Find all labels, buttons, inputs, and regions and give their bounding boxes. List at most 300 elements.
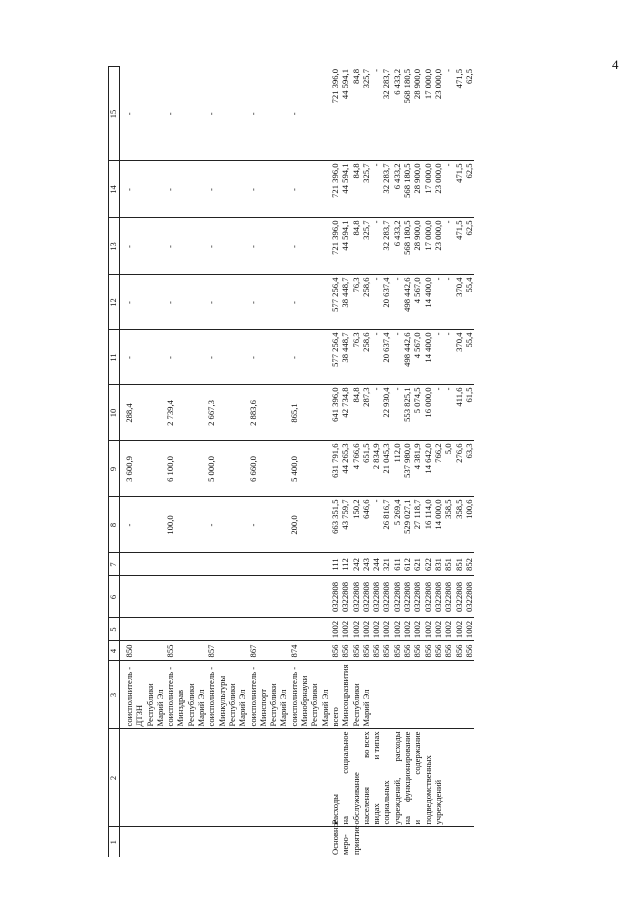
description-left: Расходы (329, 794, 340, 825)
values-c8-line: 358,5 (443, 499, 454, 519)
values-c8-line: 14 000,0 (432, 499, 443, 530)
column-header-5: 5 (109, 618, 120, 641)
values-c13-line: 32 283,7 (381, 220, 392, 251)
executor-row (248, 67, 289, 857)
values-c15-line: - (371, 69, 382, 72)
cell-c9: 3 600,9 (124, 441, 165, 497)
main-event-executor-line: Минсоцразвития (340, 664, 351, 727)
executor-name-line: соисполнитель - (124, 666, 134, 727)
description-left: подведомственных (422, 755, 433, 825)
executor-name (165, 661, 206, 729)
values-c5-line: 1002 (443, 620, 454, 639)
cell-c13: - (289, 218, 330, 275)
cell-c1 (165, 827, 206, 857)
values-c8-line: 663 351,5 (329, 499, 340, 534)
cell-c6 (124, 576, 165, 618)
cell-c2 (289, 729, 330, 827)
cell-c7 (248, 553, 289, 576)
values-c5-line: 1002 (329, 620, 340, 639)
values-c15-line: - (443, 69, 454, 72)
values-c5-line: 1002 (432, 620, 443, 639)
values-c14-line: 23 000,0 (432, 163, 443, 194)
cell-c7 (206, 553, 247, 576)
cell-c14: - (206, 161, 247, 218)
values-c13-line: 471,5 (453, 220, 464, 240)
cell-c14: - (248, 161, 289, 218)
values-c8-line: 26 816,7 (381, 499, 392, 530)
values-c14-line: 28 900,0 (412, 163, 423, 194)
values-c11-line: - (432, 332, 443, 336)
values-c8-line: 43 759,7 (340, 499, 351, 530)
values-c5-line: 1002 (381, 620, 392, 639)
values-c11-line: 38 448,7 (340, 332, 351, 363)
values-c14-line: - (371, 163, 382, 167)
cell-c9: 6 660,0 (248, 441, 289, 497)
description-left: учреждений (432, 779, 443, 825)
executor-row (289, 67, 330, 857)
values-c11-line: 370,4 (453, 332, 464, 352)
description-line (330, 732, 340, 825)
description-line (433, 732, 443, 825)
values-c7-line: 111 (329, 558, 340, 571)
column-header-12: 12 (109, 275, 120, 330)
cell-c1 (289, 827, 330, 857)
cell-c12: - (165, 275, 206, 330)
values-c9-line: 112,0 (391, 443, 402, 463)
values-c13-line: 325,7 (360, 220, 371, 240)
main-event-label-line: Основное (329, 819, 340, 855)
description-left: населения (360, 787, 371, 825)
cell-c7 (165, 553, 206, 576)
values-c9-line: 14 642,0 (422, 443, 433, 474)
values-c5 (330, 618, 474, 641)
executor-name-line: Марий Эл (154, 689, 165, 727)
values-c7-line: 244 (371, 558, 382, 571)
values-c14-line: 471,5 (453, 163, 464, 183)
values-c8-line: 358,5 (453, 499, 464, 519)
cell-c2 (165, 729, 206, 827)
values-c11-line: 258,6 (360, 332, 371, 352)
values-c15-line: 17 000,0 (422, 69, 433, 100)
values-c9-line: 537 980,0 (402, 443, 413, 478)
cell-c5 (165, 618, 206, 641)
values-c10-line: 22 930,4 (381, 387, 392, 418)
cell-c12: - (124, 275, 165, 330)
cell-c15: - (248, 67, 289, 161)
values-c10-line: 42 734,8 (340, 387, 351, 418)
values-c10-line: - (391, 387, 402, 391)
values-c4-line: 856 (422, 644, 433, 658)
values-c5-line: 1002 (463, 620, 474, 639)
values-c6-line: 0322808 (432, 581, 443, 613)
cell-c12: - (289, 275, 330, 330)
values-c7-line: 851 (453, 558, 464, 571)
cell-c14: - (289, 161, 330, 218)
values-c6-line: 0322808 (453, 581, 464, 613)
description-line (412, 732, 422, 825)
values-c12-line: 258,6 (360, 277, 371, 297)
values-c13-line: 568 180,5 (402, 220, 413, 255)
cell-c5 (289, 618, 330, 641)
executor-name (248, 661, 289, 729)
values-c15 (330, 67, 474, 161)
column-header-15: 15 (109, 67, 120, 161)
description-line (351, 732, 361, 825)
values-c14-line: - (443, 163, 454, 167)
values-c8 (330, 497, 474, 553)
column-header-13: 13 (109, 218, 120, 275)
values-c4-line: 856 (391, 644, 402, 658)
values-c7-line: 851 (443, 558, 454, 571)
values-c4-line: 856 (350, 644, 361, 658)
cell-c1 (248, 827, 289, 857)
cell-c11: - (206, 330, 247, 385)
cell-c4: 850 (124, 641, 165, 661)
values-c14-line: 325,7 (360, 163, 371, 183)
values-c10-line: 287,3 (360, 387, 371, 407)
values-c4 (330, 641, 474, 661)
cell-c8: - (206, 497, 247, 553)
cell-c1 (206, 827, 247, 857)
values-c11-line: - (443, 332, 454, 336)
values-c13-line: 23 000,0 (432, 220, 443, 251)
values-c14-line: 84,8 (350, 163, 361, 179)
description-line (392, 732, 402, 825)
executor-name-line: Марий Эл (196, 689, 207, 727)
values-c13-line: 17 000,0 (422, 220, 433, 251)
cell-c13: - (206, 218, 247, 275)
values-c10 (330, 385, 474, 441)
executor-name (289, 661, 330, 729)
values-c14-line: 568 180,5 (402, 163, 413, 198)
values-c9-line: 631 791,6 (329, 443, 340, 478)
values-c5-line: 1002 (371, 620, 382, 639)
main-event-row (330, 67, 474, 857)
values-c11-line: 76,3 (350, 332, 361, 348)
description-line (402, 732, 412, 825)
values-c15-line: 568 180,5 (402, 69, 413, 104)
values-c6-line: 0322808 (350, 581, 361, 613)
values-c12-line: 20 637,4 (381, 277, 392, 308)
executor-name-line: соисполнитель - (206, 666, 217, 727)
values-c15-line: 23 000,0 (432, 69, 443, 100)
values-c12-line: - (443, 277, 454, 281)
values-c9-line: 276,6 (453, 443, 464, 463)
values-c7-line: 611 (391, 558, 402, 571)
values-c6-line: 0322808 (422, 581, 433, 613)
values-c7-line: 621 (412, 558, 423, 571)
values-c12-line: - (391, 277, 402, 281)
cell-c4: 857 (206, 641, 247, 661)
values-c10-line: 61,5 (463, 387, 474, 403)
values-c6-line: 0322808 (381, 581, 392, 613)
description-right: функционирование (402, 731, 413, 802)
values-c9-line: 63,3 (463, 443, 474, 459)
column-header-2: 2 (109, 729, 120, 827)
values-c14-line: 6 433,2 (391, 163, 402, 190)
cell-c9: 5 400,0 (289, 441, 330, 497)
description-left: обслуживание (350, 772, 361, 825)
cell-c14: - (165, 161, 206, 218)
executor-name-line: Республики (144, 683, 155, 727)
cell-c7 (289, 553, 330, 576)
values-c5-line: 1002 (350, 620, 361, 639)
cell-c13: - (124, 218, 165, 275)
executor-name-line: Марий Эл (319, 689, 330, 727)
values-c9-line: 44 265,3 (340, 443, 351, 474)
values-c12-line: 14 400,0 (422, 277, 433, 308)
values-c14-line: 62,5 (463, 163, 474, 179)
values-c4-line: 856 (463, 644, 474, 658)
values-c11-line: - (391, 332, 402, 336)
cell-c6 (248, 576, 289, 618)
values-c8-line: 646,6 (360, 499, 371, 519)
main-event-executor-line: Республики (350, 683, 361, 727)
executor-row (165, 67, 206, 857)
values-c14-line: 32 283,7 (381, 163, 392, 194)
description-right: социальное (340, 731, 351, 774)
values-c13-line: 84,8 (350, 220, 361, 236)
values-c4-line: 856 (453, 644, 464, 658)
values-c14-line: 721 396,0 (329, 163, 340, 198)
executor-row (124, 67, 165, 857)
budget-table (108, 67, 474, 858)
description-line (381, 732, 391, 825)
cell-c5 (248, 618, 289, 641)
executor-name-line: соисполнитель - (288, 666, 299, 727)
cell-c6 (289, 576, 330, 618)
executor-name-line: соисполнитель - (165, 666, 176, 727)
values-c7-line: 612 (402, 558, 413, 571)
values-c11-line: 55,4 (463, 332, 474, 348)
values-c6 (330, 576, 474, 618)
values-c5-line: 1002 (360, 620, 371, 639)
values-c15-line: 62,5 (463, 69, 474, 85)
cell-c12: - (248, 275, 289, 330)
values-c9-line: 4 381,9 (412, 443, 423, 470)
column-header-11: 11 (109, 330, 120, 385)
description-right: расходы (391, 731, 402, 762)
main-event-executor-line: Марий Эл (360, 689, 371, 727)
description-right: содержание (412, 731, 423, 775)
values-c14-line: 44 594,1 (340, 163, 351, 194)
values-c14-line: 17 000,0 (422, 163, 433, 194)
values-c6-line: 0322808 (360, 581, 371, 613)
cell-c15: - (124, 67, 165, 161)
column-header-8: 8 (109, 497, 120, 553)
values-c5-line: 1002 (402, 620, 413, 639)
values-c15-line: 471,5 (453, 69, 464, 89)
values-c15-line: 721 396,0 (329, 69, 340, 104)
values-c4-line: 856 (443, 644, 454, 658)
description-left: на (340, 816, 351, 825)
values-c5-line: 1002 (453, 620, 464, 639)
executor-row (206, 67, 247, 857)
header-row (109, 67, 120, 857)
values-c12-line: 498 442,6 (402, 277, 413, 312)
executor-name (124, 661, 165, 729)
values-c12-line: - (371, 277, 382, 281)
values-c10-line: 641 396,0 (329, 387, 340, 422)
values-c8-line: - (371, 499, 382, 503)
values-c4-line: 856 (381, 644, 392, 658)
values-c13-line: 721 396,0 (329, 220, 340, 255)
values-c12 (330, 275, 474, 330)
values-c6-line: 0322808 (391, 581, 402, 613)
values-c11-line: - (371, 332, 382, 336)
values-c10-line: - (371, 387, 382, 391)
cell-c12: - (206, 275, 247, 330)
cell-c8: 200,0 (289, 497, 330, 553)
cell-c5 (124, 618, 165, 641)
values-c7-line: 242 (350, 558, 361, 571)
values-c13-line: 6 433,2 (391, 220, 402, 247)
cell-c5 (206, 618, 247, 641)
values-c6-line: 0322808 (463, 581, 474, 613)
column-header-9: 9 (109, 441, 120, 497)
cell-c8: - (124, 497, 165, 553)
values-c5-line: 1002 (340, 620, 351, 639)
description-left: видах (371, 803, 382, 825)
values-c5-line: 1002 (422, 620, 433, 639)
values-c12-line: 38 448,7 (340, 277, 351, 308)
cell-c11: - (248, 330, 289, 385)
values-c12-line: 577 256,4 (329, 277, 340, 312)
executor-name-line: Республики (226, 683, 237, 727)
executor-name-line: Минобрнауки (299, 675, 310, 727)
values-c11-line: 4 567,0 (412, 332, 423, 359)
values-c6-line: 0322808 (329, 581, 340, 613)
values-c13 (330, 218, 474, 275)
values-c12-line: 76,3 (350, 277, 361, 293)
executor-name-line: Минспорт (257, 689, 268, 727)
column-header-7: 7 (109, 553, 120, 576)
cell-c13: - (165, 218, 206, 275)
cell-c2 (124, 729, 165, 827)
main-event-description (330, 729, 474, 827)
values-c4-line: 856 (329, 644, 340, 658)
values-c11-line: 14 400,0 (422, 332, 433, 363)
values-c14 (330, 161, 474, 218)
page-number: 4 (612, 57, 619, 72)
values-c9-line: 766,2 (432, 443, 443, 463)
description-right: и типах (371, 731, 382, 760)
values-c11 (330, 330, 474, 385)
main-event-executor-line: всего (329, 707, 340, 727)
cell-c11: - (124, 330, 165, 385)
values-c6-line: 0322808 (402, 581, 413, 613)
rotated-table-container (108, 67, 526, 857)
values-c4-line: 856 (360, 644, 371, 658)
column-header-6: 6 (109, 576, 120, 618)
values-c13-line: - (371, 220, 382, 224)
main-event-executor (330, 661, 474, 729)
column-header-3: 3 (109, 661, 120, 729)
values-c6-line: 0322808 (371, 581, 382, 613)
values-c4-line: 856 (371, 644, 382, 658)
column-header-1: 1 (109, 827, 120, 857)
values-c12-line: 370,4 (453, 277, 464, 297)
description-line (361, 732, 371, 825)
cell-c10: 2 739,4 (165, 385, 206, 441)
cell-c13: - (248, 218, 289, 275)
values-c4-line: 856 (402, 644, 413, 658)
values-c8-line: 529 027,1 (402, 499, 413, 534)
values-c7 (330, 553, 474, 576)
executor-name-line: соисполнитель - (247, 666, 258, 727)
values-c7-line: 852 (463, 558, 474, 571)
values-c4-line: 856 (432, 644, 443, 658)
cell-c4: 867 (248, 641, 289, 661)
values-c10-line: 553 825,1 (402, 387, 413, 422)
values-c7-line: 243 (360, 558, 371, 571)
values-c12-line: - (432, 277, 443, 281)
values-c9-line: 5,0 (443, 443, 454, 455)
cell-c15: - (165, 67, 206, 161)
executor-name-line: Республики (309, 683, 320, 727)
values-c9-line: 651,5 (360, 443, 371, 463)
description-left: учреждений, (391, 777, 402, 825)
values-c13-line: 62,5 (463, 220, 474, 236)
values-c7-line: 622 (422, 558, 433, 571)
executor-name-line: Республики (268, 683, 279, 727)
cell-c11: - (289, 330, 330, 385)
cell-c6 (206, 576, 247, 618)
description-left: на (402, 816, 413, 825)
values-c10-line: 5 074,5 (412, 387, 423, 414)
executor-name-line: Марий Эл (237, 689, 248, 727)
values-c10-line: 411,6 (453, 387, 464, 407)
description-line (423, 732, 433, 825)
values-c8-line: 100,6 (463, 499, 474, 519)
cell-c2 (248, 729, 289, 827)
values-c13-line: - (443, 220, 454, 224)
executor-name-line: Минкультуры (216, 675, 227, 727)
values-c12-line: 4 567,0 (412, 277, 423, 304)
cell-c15: - (289, 67, 330, 161)
column-header-14: 14 (109, 161, 120, 218)
description-left: и (412, 819, 423, 825)
description-left: социальных (381, 780, 392, 825)
values-c15-line: 325,7 (360, 69, 371, 89)
values-c5-line: 1002 (412, 620, 423, 639)
cell-c8: - (248, 497, 289, 553)
cell-c4: 874 (289, 641, 330, 661)
values-c7-line: 831 (432, 558, 443, 571)
values-c4-line: 856 (340, 644, 351, 658)
values-c8-line: 16 114,0 (422, 499, 433, 530)
values-c6-line: 0322808 (412, 581, 423, 613)
cell-c9: 5 000,0 (206, 441, 247, 497)
values-c9-line: 21 045,3 (381, 443, 392, 474)
values-c12-line: 55,4 (463, 277, 474, 293)
executor-name-line: Марий Эл (278, 689, 289, 727)
main-event-label-line: меро- (340, 834, 351, 855)
values-c9-line: 4 766,6 (350, 443, 361, 470)
column-header-10: 10 (109, 385, 120, 441)
values-c6-line: 0322808 (340, 581, 351, 613)
cell-c4: 855 (165, 641, 206, 661)
values-c10-line: 16 000,0 (422, 387, 433, 418)
values-c10-line: 84,8 (350, 387, 361, 403)
executor-name (206, 661, 247, 729)
cell-c9: 6 100,0 (165, 441, 206, 497)
values-c8-line: 5 269,4 (391, 499, 402, 526)
column-header-4: 4 (109, 641, 120, 661)
values-c9 (330, 441, 474, 497)
cell-c7 (124, 553, 165, 576)
values-c7-line: 112 (340, 558, 351, 571)
